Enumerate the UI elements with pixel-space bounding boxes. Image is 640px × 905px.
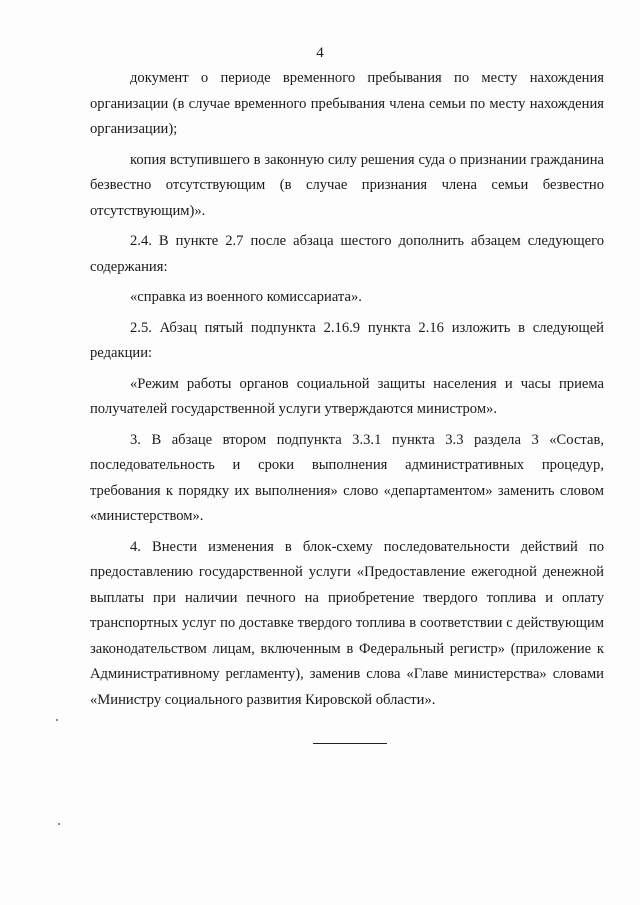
page-number: 4 <box>316 45 324 61</box>
paragraph-court-decision-copy: копия вступившего в законную силу решения суда о признании гражданина безвестно отсутствующим (в случае признания члена семьи безвестно отсутствующим)». <box>90 151 604 219</box>
paragraph-working-hours: «Режим работы органов социальной защиты населения и часы приема получателей государственной услуги утверждаются министром». <box>90 375 604 417</box>
paragraph-amendment-4: 4. Внести изменения в блок-схему последовательности действий по предоставлению государственной услуги «Предоставление ежегодной денежной выплаты при наличии печного на приобретение твердого топлива и оплату транспортных услуг по доставке твердого топлива в соответствии с действующим законодательством лицам, включенным в Федеральный регистр» (приложение к Административному регламенту), заменив слова «Главе министерства» словами «Министру социального развития Кировской области». <box>90 538 604 708</box>
paragraph-amendment-2-5: 2.5. Абзац пятый подпункта 2.16.9 пункта 2.16 изложить в следующей редакции: <box>90 319 604 361</box>
paragraph-amendment-2-4: 2.4. В пункте 2.7 после абзаца шестого дополнить абзацем следующего содержания: <box>90 233 604 275</box>
end-of-text-rule <box>313 743 387 744</box>
scan-speck <box>58 823 60 825</box>
paragraph-military-certificate: «справка из военного комиссариата». <box>130 289 362 305</box>
document-body <box>90 66 604 718</box>
paragraph-amendment-3: 3. В абзаце втором подпункта 3.3.1 пункта 3.3 раздела 3 «Состав, последовательность и сроки выполнения административных процедур, требования к порядку их выполнения» слово «департаментом» заменить словом «министерством». <box>90 431 604 524</box>
paragraph-document-period: документ о периоде временного пребывания по месту нахождения организации (в случае временного пребывания члена семьи по месту нахождения организации); <box>90 70 604 137</box>
scan-speck <box>56 719 58 721</box>
